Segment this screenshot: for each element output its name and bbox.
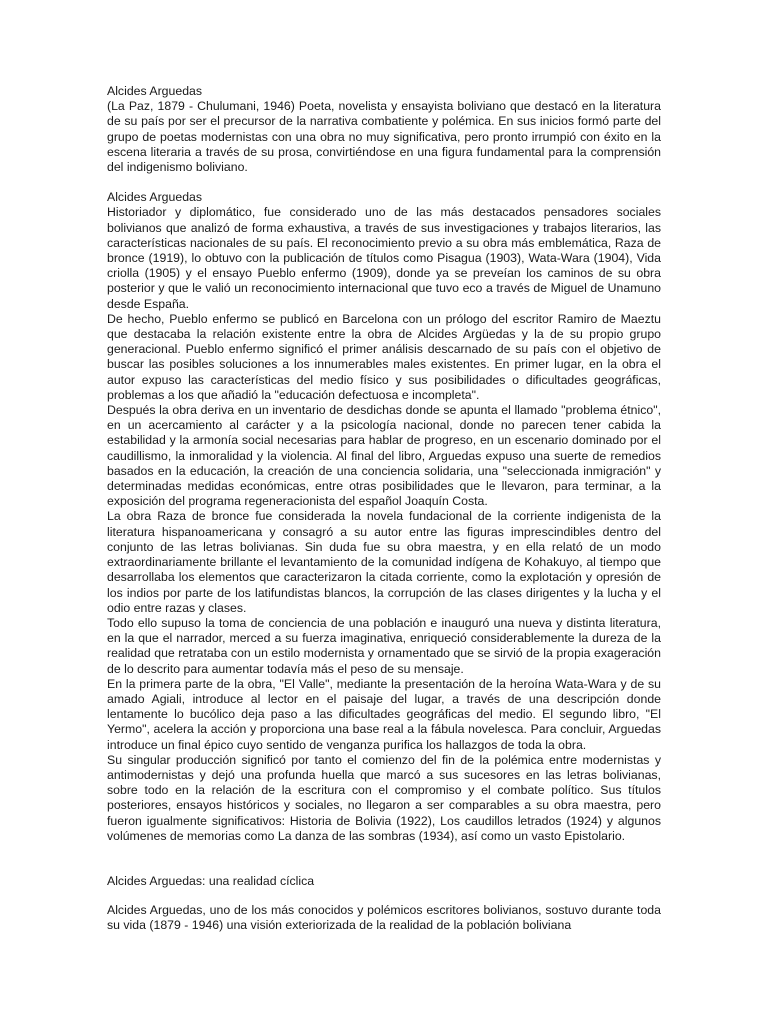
- paragraph: La obra Raza de bronce fue considerada la novela fundacional de la corriente indigenista de la literatura hispanoamericana y consagró a su autor entre las figuras imprescindibles dentro del conjunto de las letras bolivianas. Sin duda fue su obra maestra, y en ella relató de un modo extraordinariamente brillante el levantamiento de la comunidad indígena de Kohakuyo, al tiempo que desarrollaba los elementos que caracterizaron la citada corriente, como la explotación y opresión de los indios por parte de los latifundistas blancos, la corrupción de las clases dirigentes y la lucha y el odio entre razas y clases.: [107, 509, 661, 615]
- paragraph: Todo ello supuso la toma de conciencia de una población e inauguró una nueva y distinta literatura, en la que el narrador, merced a su fuerza imaginativa, enriqueció considerablemente la dureza de la realidad que retrataba con un estilo modernista y ornamentado que se sirvió de la propia exageración de lo descrito para aumentar todavía más el peso de su mensaje.: [107, 615, 661, 676]
- paragraph: Su singular producción significó por tanto el comienzo del fin de la polémica entre modernistas y antimodernistas y dejó una profunda huella que marcó a sus sucesores en las letras bolivianas, sobre todo en la relación de la escritura con el compromiso y el combate político. Sus títulos posteriores, ensayos históricos y sociales, no llegaron a ser comparables a su obra maestra, pero fueron igualmente significativos: Historia de Bolivia (1922), Los caudillos letrados (1924) y algunos volúmenes de memorias como La danza de las sombras (1934), así como un vasto Epistolario.: [107, 752, 661, 843]
- section-title: Alcides Arguedas: [107, 84, 203, 98]
- paragraph: Alcides Arguedas, uno de los más conocidos y polémicos escritores bolivianos, sostuvo durante toda su vida (1879 - 1946) una visión exteriorizada de la realidad de la población boliviana: [107, 903, 661, 933]
- paragraph: En la primera parte de la obra, "El Valle", mediante la presentación de la heroína Wata-Wara y de su amado Agiali, introduce al lector en el paisaje del lugar, a través de una descripción donde lentamente lo bucólico deja paso a las dificultades geográficas del medio. El segundo libro, "El Yermo", acelera la acción y proporciona una base real a la fábula novelesca. Para concluir, Arguedas introduce un final épico cuyo sentido de venganza purifica los hallazgos de toda la obra.: [107, 676, 661, 752]
- section-title: Alcides Arguedas: una realidad cíclica: [107, 873, 315, 888]
- document-page: [107, 84, 661, 934]
- paragraph: (La Paz, 1879 - Chulumani, 1946) Poeta, novelista y ensayista boliviano que destacó en la literatura de su país por ser el precursor de la narrativa combatiente y polémica. En sus inicios formó parte del grupo de poetas modernistas con una obra no muy significativa, pero pronto irrumpió con éxito en la escena literaria a través de su prosa, convirtiéndose en una figura fundamental para la comprensión del indigenismo boliviano.: [107, 99, 661, 175]
- paragraph: De hecho, Pueblo enfermo se publicó en Barcelona con un prólogo del escritor Ramiro de Maeztu que destacaba la relación existente entre la obra de Alcides Argüedas y la de su propio grupo generacional. Pueblo enfermo significó el primer análisis descarnado de su país con el objetivo de buscar las posibles soluciones a los innumerables males existentes. En primer lugar, en la obra el autor expuso las características del medio físico y sus posibilidades o dificultades geográficas, problemas a los que añadió la "educación defectuosa e incompleta".: [107, 311, 661, 402]
- paragraph: Después la obra deriva en un inventario de desdichas donde se apunta el llamado "problema étnico", en un acercamiento al carácter y a la psicología nacional, donde no parecen tener cabida la estabilidad y la armonía social necesarias para hablar de progreso, en un escenario dominado por el caudillismo, la inmoralidad y la violencia. Al final del libro, Arguedas expuso una suerte de remedios basados en la educación, la creación de una conciencia solidaria, una "seleccionada inmigración" y determinadas medidas económicas, entre otras posibilidades que le llevaron, para terminar, a la exposición del programa regeneracionista del español Joaquín Costa.: [107, 403, 661, 509]
- section-title: Alcides Arguedas: [107, 190, 203, 205]
- paragraph: Historiador y diplomático, fue considerado uno de las más destacados pensadores sociales bolivianos que analizó de forma exhaustiva, a través de sus investigaciones y trabajos literarios, las características nacionales de su país. El reconocimiento previo a su obra más emblemática, Raza de bronce (1919), lo obtuvo con la publicación de títulos como Pisagua (1903), Wata-Wara (1904), Vida criolla (1905) y el ensayo Pueblo enfermo (1909), donde ya se preveían los caminos de su obra posterior y que le valió un reconocimiento internacional que tuvo eco a través de Miguel de Unamuno desde España.: [107, 205, 661, 311]
